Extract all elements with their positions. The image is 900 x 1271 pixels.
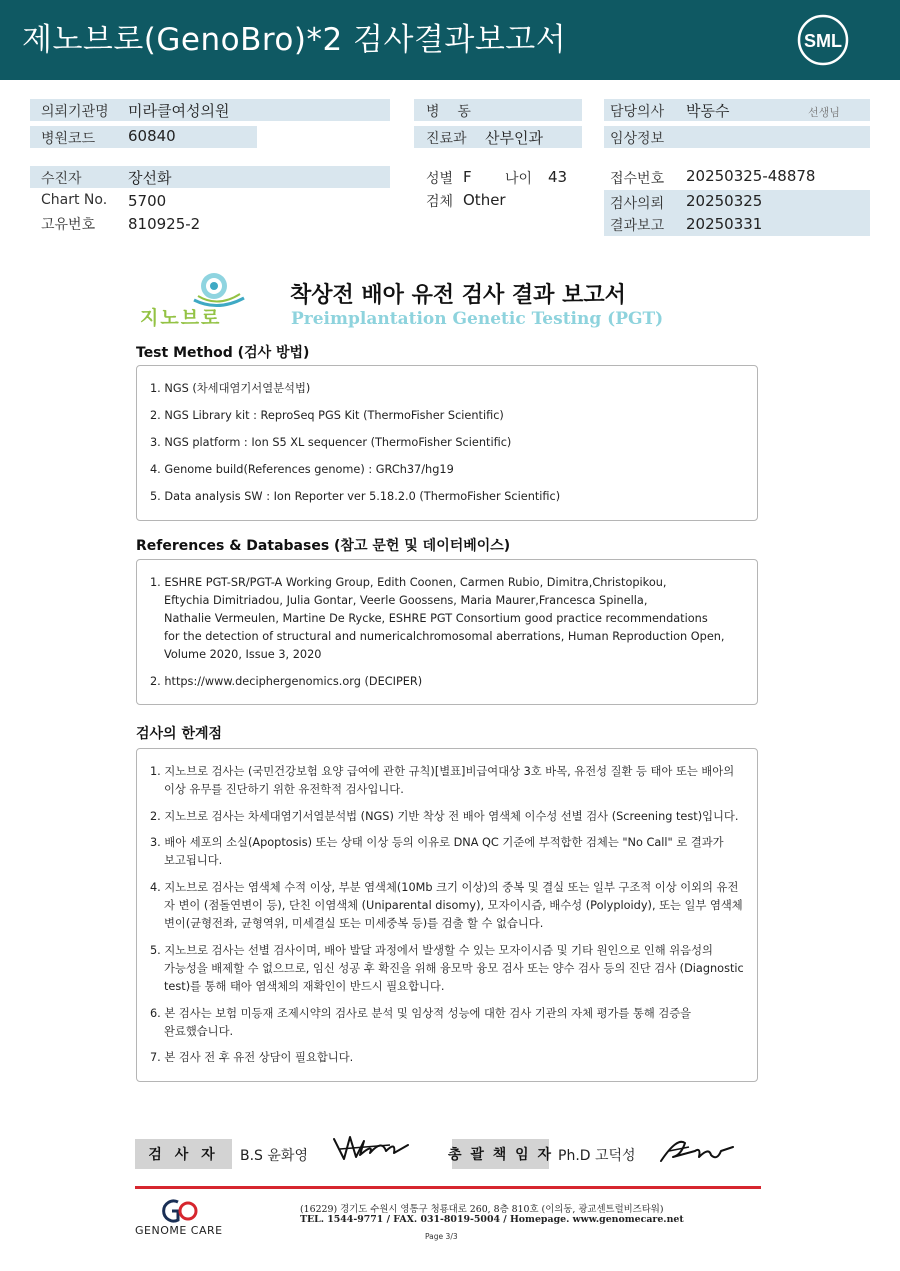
method-item: 1. NGS (차세대염기서열분석법): [150, 382, 311, 395]
reference-line: for the detection of structural and numericalchromosomal aberrations, Human Reproduction Open,: [164, 630, 725, 643]
ward-label: 병 동: [426, 104, 471, 120]
hospital-code-label: 병원코드: [41, 131, 96, 147]
genome-care-logo-text: GENOME CARE: [135, 1224, 223, 1237]
footer-contact: TEL. 1544-9771 / FAX. 031-8019-5004 / Homepage. www.genomecare.net: [300, 1214, 684, 1225]
limit-line: 변이(균형전좌, 균형역위, 미세결실 또는 미세중복 등)를 검출 할 수 없습니다.: [164, 917, 544, 930]
hospital-code-value: 60840: [128, 127, 176, 145]
specimen-label: 검체: [426, 194, 454, 210]
reference-line: Volume 2020, Issue 3, 2020: [164, 648, 322, 661]
method-item: 3. NGS platform : Ion S5 XL sequencer (ThermoFisher Scientific): [150, 436, 512, 449]
limit-line: 자 변이 (점돌연변이 등), 단친 이염색체 (Uniparental disomy), 모자이시즘, 배수성 (Polyploidy), 또는 일부 염색체: [164, 899, 743, 912]
institution-label: 의뢰기관명: [41, 104, 109, 120]
report-title: 착상전 배아 유전 검사 결과 보고서: [290, 283, 626, 308]
specimen-value: Other: [463, 191, 506, 209]
footer-divider: [135, 1186, 761, 1189]
method-title: Test Method (검사 방법): [136, 345, 310, 361]
limits-title: 검사의 한계점: [136, 726, 223, 742]
doctor-value: 박동수: [686, 102, 730, 120]
limit-line: 가능성을 배제할 수 없으므로, 임신 성공 후 확진을 위해 융모막 융모 검사 또는 양수 검사 등의 진단 검사 (Diagnostic: [164, 962, 744, 975]
id-label: 고유번호: [41, 217, 96, 233]
sex-value: F: [463, 168, 472, 186]
tester-label: 검 사 자: [135, 1139, 232, 1169]
age-label: 나이: [505, 171, 533, 187]
receipt-value: 20250325-48878: [686, 167, 816, 185]
reference-line: Eftychia Dimitriadou, Julia Gontar, Veerle Goossens, Maria Maurer,Francesca Spinella,: [164, 594, 648, 607]
sml-logo-text: SML: [804, 31, 842, 51]
limit-line: 3. 배아 세포의 소실(Apoptosis) 또는 상태 이상 등의 이유로 DNA QC 기준에 부적합한 검체는 "No Call" 로 결과가: [150, 836, 724, 849]
patient-value: 장선화: [128, 169, 172, 187]
request-value: 20250325: [686, 192, 763, 210]
limit-line: 보고됩니다.: [164, 854, 223, 867]
method-item: 2. NGS Library kit : ReproSeq PGS Kit (ThermoFisher Scientific): [150, 409, 504, 422]
sex-label: 성별: [426, 171, 454, 187]
limit-line: 7. 본 검사 전 후 유전 상담이 필요합니다.: [150, 1051, 354, 1064]
director-label: 총 괄 책 임 자: [452, 1139, 549, 1169]
age-value: 43: [548, 168, 568, 186]
receipt-label: 접수번호: [610, 171, 665, 187]
institution-value: 미라클여성의원: [128, 102, 230, 120]
department-label: 진료과: [426, 131, 467, 147]
reference-line: Nathalie Vermeulen, Martine De Rycke, ESHRE PGT Consortium good practice recommendations: [164, 612, 708, 625]
id-value: 810925-2: [128, 215, 201, 233]
doctor-suffix: 선생님: [808, 106, 840, 119]
genobro-logo-text: 지노브로: [140, 307, 222, 329]
chart-value: 5700: [128, 192, 167, 210]
footer-address: (16229) 경기도 수원시 영통구 청룡대로 260, 8층 810호 (이의동, 광교센트럴비즈타워): [300, 1204, 664, 1215]
limit-line: 2. 지노브로 검사는 차세대염기서열분석법 (NGS) 기반 착상 전 배아 염색체 이수성 선별 검사 (Screening test)입니다.: [150, 810, 739, 823]
clinical-label: 임상정보: [610, 131, 665, 147]
patient-bar: [30, 166, 390, 188]
limit-line: 6. 본 검사는 보험 미등재 조제시약의 검사로 분석 및 임상적 성능에 대한 검사 기관의 자체 평가를 통해 검증을: [150, 1007, 692, 1020]
genome-care-logo-icon: [158, 1198, 200, 1224]
tester-signature: [330, 1133, 412, 1165]
department-value: 산부인과: [485, 129, 543, 147]
report-date-label: 결과보고: [610, 218, 665, 234]
sml-logo: [797, 14, 849, 66]
references-title: References & Databases (참고 문헌 및 데이터베이스): [136, 538, 511, 554]
director-name: Ph.D 고덕성: [558, 1148, 636, 1164]
report-subtitle: Preimplantation Genetic Testing (PGT): [291, 309, 664, 329]
limit-line: 이상 유무를 진단하기 위한 유전학적 검사입니다.: [164, 783, 404, 796]
request-label: 검사의뢰: [610, 196, 665, 212]
doctor-label: 담당의사: [610, 104, 665, 120]
report-date-value: 20250331: [686, 215, 763, 233]
limit-line: 4. 지노브로 검사는 염색체 수적 이상, 부분 염색체(10Mb 크기 이상)의 중복 및 결실 또는 일부 구조적 이상 이외의 유전: [150, 881, 739, 894]
director-signature: [655, 1133, 735, 1167]
page-number: Page 3/3: [425, 1232, 458, 1241]
reference-line: 1. ESHRE PGT-SR/PGT-A Working Group, Edith Coonen, Carmen Rubio, Dimitra,Christopikou,: [150, 576, 667, 589]
method-item: 5. Data analysis SW : Ion Reporter ver 5.18.2.0 (ThermoFisher Scientific): [150, 490, 561, 503]
method-item: 4. Genome build(References genome) : GRCh37/hg19: [150, 463, 454, 476]
patient-label: 수진자: [41, 171, 82, 187]
limit-line: 완료했습니다.: [164, 1025, 234, 1038]
limit-line: 1. 지노브로 검사는 (국민건강보험 요양 급여에 관한 규칙)[별표]비급여대상 3호 바목, 유전성 질환 등 태아 또는 배아의: [150, 765, 735, 778]
chart-label: Chart No.: [41, 192, 108, 208]
tester-name: B.S 윤화영: [240, 1148, 308, 1164]
reference-link: 2. https://www.deciphergenomics.org (DECIPER): [150, 675, 423, 688]
limit-line: test)를 통해 태아 염색체의 재확인이 반드시 필요합니다.: [164, 980, 445, 993]
limit-line: 5. 지노브로 검사는 선별 검사이며, 배아 발달 과정에서 발생할 수 있는 모자이시즘 및 기타 원인으로 인해 위음성의: [150, 944, 713, 957]
page-title: 제노브로(GenoBro)*2 검사결과보고서: [22, 22, 567, 58]
